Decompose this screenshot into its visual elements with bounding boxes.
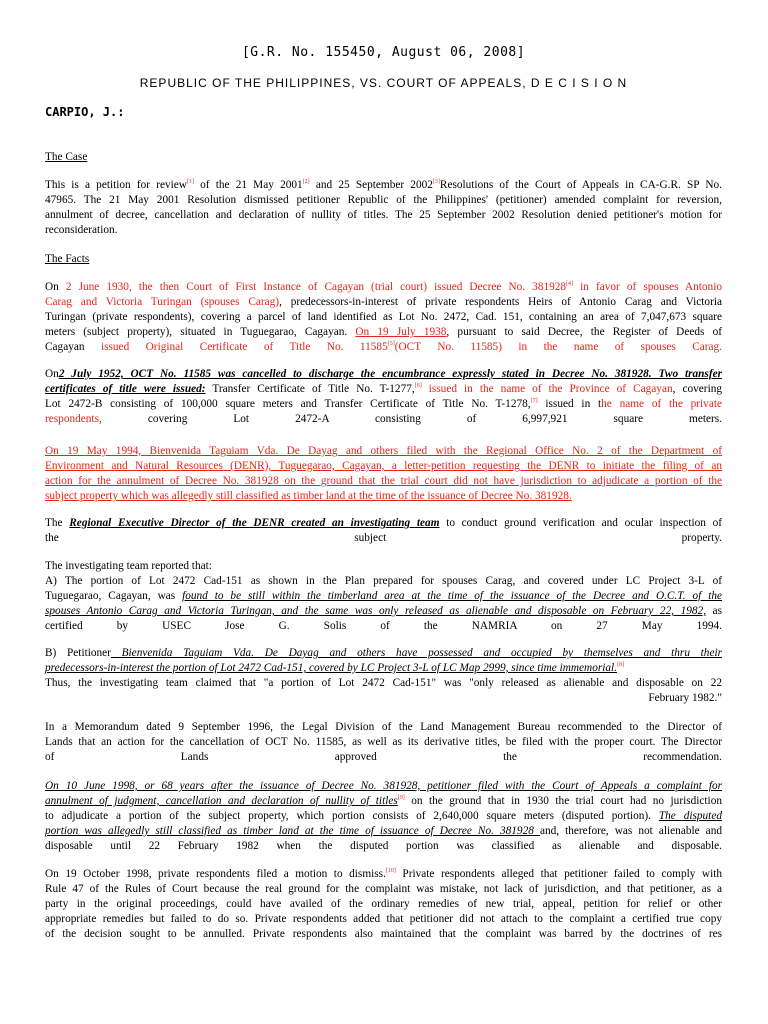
paragraph-team-report: The investigating team reported that: A) The portion of Lot 2472 Cad-151 as shown in the Plan prepared for spouses Carag, and covered under LC Project 3-L of Tuguegarao, Cagayan, was found to be still within the timberland area at the time of the issuance of the Decree and O.C.T. of the spouses Antonio Carag and Victoria Turingan, and the same was only released as alienable and disposable on February 22, 1982, as certified by USEC Jose G. Solis of the NAMRIA on 27 May 1994. bbox=[45, 560, 722, 632]
footnote-ref[interactable]: [8] bbox=[617, 662, 625, 669]
paragraph-facts-4: The Regional Executive Director of the DENR created an investigating team to conduct ground verification and ocular inspection of the subject property. bbox=[45, 517, 723, 544]
footnote-ref[interactable]: [6] bbox=[414, 383, 422, 390]
paragraph-facts-2: On2 July 1952, OCT No. 11585 was cancelled to discharge the encumbrance expressly stated in Decree No. 381928. Two transfer certificates of title were issued: Transfer Certificate of Title No. T-1277,[6] issued in the name of the Province of Cagayan, covering Lot 2472-B consisting of 100,000 square meters and Transfer Certificate of Title No. T-1278,[7] issued in the name of the private respondents, covering Lot 2472-A consisting of 6,997,921 square meters. bbox=[45, 368, 723, 425]
footnote-ref[interactable]: [9] bbox=[397, 795, 405, 802]
ponente: CARPIO, J.: bbox=[45, 105, 125, 119]
paragraph-facts-3: On 19 May 1994, Bienvenida Taguiam Vda. De Dayag and others filed with the Regional Office No. 2 of the Department of Environment and Natural Resources (DENR), Tuguegarao, Cagayan, a letter-petition requesting the DENR to initiate the filing of an action for the annulment of Decree No. 381928 on the ground that the trial court did not have jurisdiction to adjudicate a portion of the subject property which was allegedly still classified as timber land at the time of the issuance of Decree No. 381928. bbox=[45, 445, 722, 502]
paragraph-memorandum: In a Memorandum dated 9 September 1996, the Legal Division of the Land Management Bureau recommended to the Director of Lands that an action for the cancellation of OCT No. 11585, as well as its derivative titles, be filed with the proper court. The Director of Lands approved the recommendation. bbox=[45, 721, 722, 763]
paragraph-ca-complaint: On 10 June 1998, or 68 years after the issuance of Decree No. 381928, petitioner filed with the Court of Appeals a complaint for annulment of judgment, cancellation and declaration of nullity of titles[9] on the ground that in 1930 the trial court had no jurisdiction to adjudicate a portion of the subject property, which portion consists of 2,640,000 square meters (disputed portion). The disputed portion was allegedly still classified as timber land at the time of issuance of Decree No. 381928 and, therefore, was not alienable and disposable until 22 February 1982 when the disputed portion was classified as alienable and disposable. bbox=[45, 780, 722, 852]
paragraph-case: This is a petition for review[1] of the 21 May 2001[2] and 25 September 2002[3]Resolutions of the Court of Appeals in CA-G.R. SP No. 47965. The 21 May 2001 Resolution dismissed petitioner Republic of the Philippines' (petitioner) amended complaint for reversion, annulment of decree, cancellation and declaration of nullity of titles. The 25 September 2002 Resolution denied petitioner's motion for reconsideration. bbox=[45, 179, 722, 236]
footnote-ref[interactable]: [4] bbox=[566, 281, 574, 288]
footnote-ref[interactable]: [3] bbox=[432, 179, 440, 186]
case-number-header: [G.R. No. 155450, August 06, 2008] bbox=[241, 45, 526, 60]
section-the-case: The Case bbox=[45, 151, 88, 163]
paragraph-facts-1: On 2 June 1930, the then Court of First Instance of Cagayan (trial court) issued Decree No. 381928[4] in favor of spouses Antonio Carag and Victoria Turingan (spouses Carag), predecessors-in-interest of private respondents Heirs of Antonio Carag and Victoria Turingan (private respondents), covering a parcel of land identified as Lot No. 2472, Cad. 151, containing an area of 7,047,673 square meters (subject property), situated in Tuguegarao, Cagayan. On 19 July 1938, pursuant to said Decree, the Register of Deeds of Cagayan issued Original Certificate of Title No. 11585[5](OCT No. 11585) in the name of spouses Carag. bbox=[45, 281, 722, 353]
paragraph-motion-to-dismiss: On 19 October 1998, private respondents filed a motion to dismiss.[10] Private respondents alleged that petitioner failed to comply with Rule 47 of the Rules of Court because the real ground for the complaint was mistake, not lack of jurisdiction, and that petitioner, as a party in the original proceedings, could have availed of the ordinary remedies of new trial, appeal, petition for relief or other appropriate remedies but failed to do so. Private respondents added that petitioner did not attach to the complaint a certified true copy of the decision sought to be annulled. Private respondents also maintained that the complaint was barred by the doctrines of res bbox=[45, 868, 723, 940]
footnote-ref[interactable]: [1] bbox=[186, 179, 194, 186]
section-the-facts: The Facts bbox=[45, 253, 90, 265]
paragraph-team-report-b: B) Petitioner Bienvenida Taguiam Vda. De Dayag and others have possessed and occupied by themselves and thru their predecessors-in-interest the portion of Lot 2472 Cad-151, covered by LC Project 3-L of LC Map 2999, since time immemorial.[8] Thus, the investigating team claimed that "a portion of Lot 2472 Cad-151" was "only released as alienable and disposable on 22 February 1982." bbox=[45, 647, 723, 704]
footnote-ref[interactable]: [10] bbox=[385, 868, 396, 875]
case-caption: REPUBLIC OF THE PHILIPPINES, VS. COURT OF APPEALS, D E C I S I O N bbox=[139, 76, 628, 90]
footnote-ref[interactable]: [2] bbox=[302, 179, 310, 186]
footnote-ref[interactable]: [7] bbox=[530, 398, 538, 405]
footnote-ref[interactable]: [5] bbox=[387, 341, 395, 348]
